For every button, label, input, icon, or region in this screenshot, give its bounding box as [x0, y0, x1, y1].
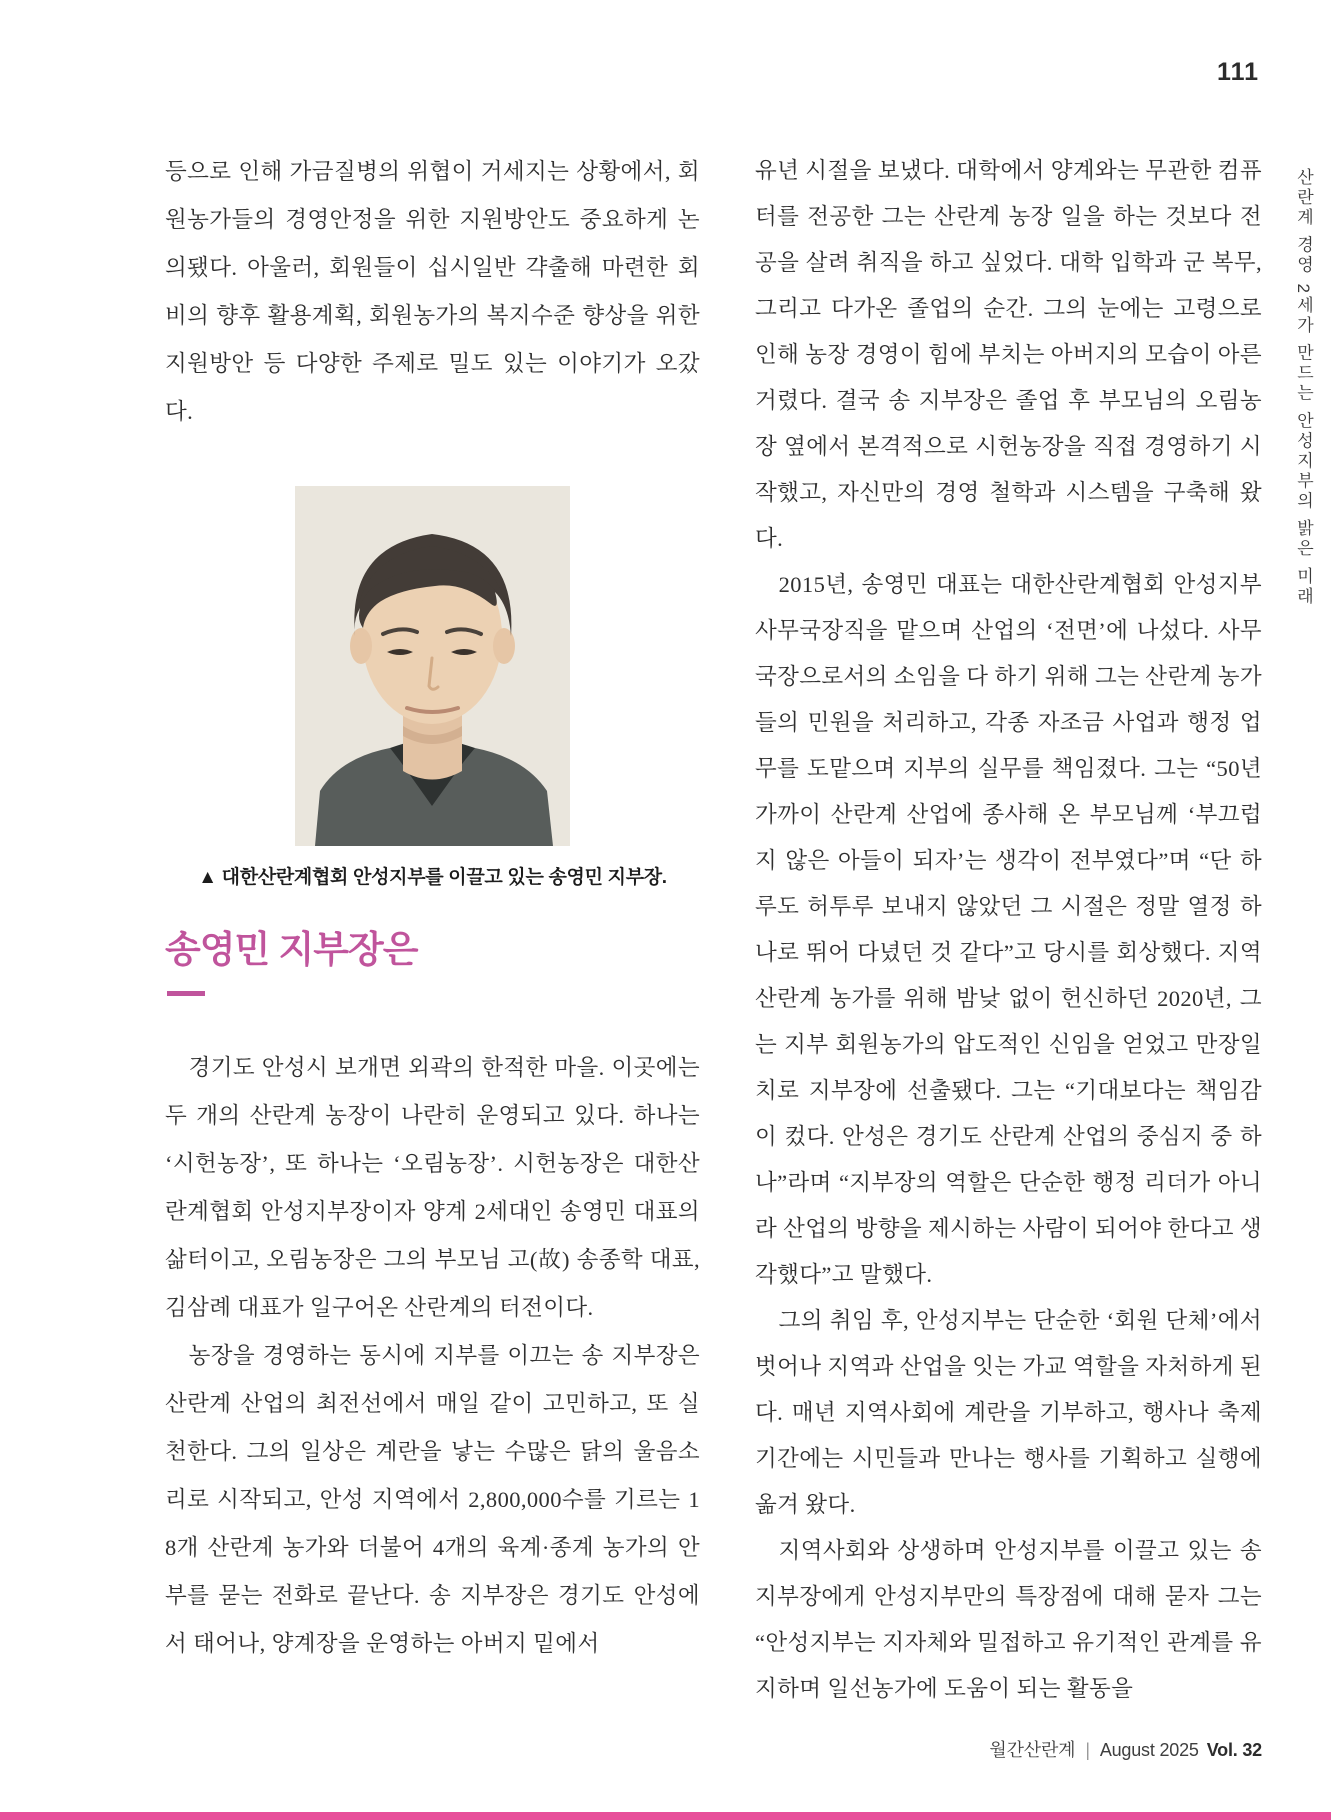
section-heading: 송영민 지부장은 [165, 929, 418, 970]
footer-issue: August 2025 [1099, 1740, 1199, 1760]
paragraph: 유년 시절을 보냈다. 대학에서 양계와는 무관한 컴퓨터를 전공한 그는 산란계 농장 일을 하는 것보다 전공을 살려 취직을 하고 싶었다. 대학 입학과 군 복무, 그리고 다가온 졸업의 순간. 그의 눈에는 고령으로 인해 농장 경영이 힘에 부치는 아버지의 모습이 아른거렸다. 결국 송 지부장은 졸업 후 부모님의 오림농장 옆에서 본격적으로 시헌농장을 직접 경영하기 시작했고, 자신만의 경영 철학과 시스템을 구축해 왔다. [755, 158, 1263, 551]
article-kicker-vertical: 산란계 경영 2세가 만드는 안성지부의 밝은 미래 [1294, 168, 1313, 607]
paragraph: 경기도 안성시 보개면 외곽의 한적한 마을. 이곳에는 두 개의 산란계 농장이 나란히 운영되고 있다. 하나는 ‘시헌농장’, 또 하나는 ‘오림농장’. 시헌농장은 대한산란계협회 안성지부장이자 양계 2세대인 송영민 대표의 삶터이고, 오림농장은 그의 부모님 고(故) 송종학 대표, 김삼례 대표가 일구어온 산란계의 터전이다. [165, 1055, 700, 1320]
right-column [755, 148, 1262, 1712]
footer-volume: Vol. 32 [1206, 1740, 1262, 1760]
page-number: 111 [1217, 58, 1259, 86]
portrait-photo-illustration [295, 486, 570, 846]
paragraph: 등으로 인해 가금질병의 위협이 거세지는 상황에서, 회원농가들의 경영안정을 위한 지원방안도 중요하게 논의됐다. 아울러, 회원들이 십시일반 갹출해 마련한 회비의 향후 활용계획, 회원농가의 복지수준 향상을 위한 지원방안 등 다양한 주제로 밀도 있는 이야기가 오갔다. [165, 159, 700, 424]
page-footer [989, 1736, 1262, 1762]
footer-magazine-name: 월간산란계 [989, 1740, 1076, 1760]
photo-caption: ▲ 대한산란계협회 안성지부를 이끌고 있는 송영민 지부장. [198, 867, 667, 888]
paragraph: 2015년, 송영민 대표는 대한산란계협회 안성지부 사무국장직을 맡으며 산업의 ‘전면’에 나섰다. 사무국장으로서의 소임을 다 하기 위해 그는 산란계 농가들의 민원을 처리하고, 각종 자조금 사업과 행정 업무를 도맡으며 지부의 실무를 책임졌다. 그는 “50년 가까이 산란계 산업에 종사해 온 부모님께 ‘부끄럽지 않은 아들이 되자’는 생각이 전부였다”며 “단 하루도 허투루 보내지 않았던 그 시절은 정말 열정 하나로 뛰어 다녔던 것 같다”고 당시를 회상했다. 지역 산란계 농가를 위해 밤낮 없이 헌신하던 2020년, 그는 지부 회원농가의 압도적인 신임을 얻었고 만장일치로 지부장에 선출됐다. 그는 “기대보다는 책임감이 컸다. 안성은 경기도 산란계 산업의 중심지 중 하나”라며 “지부장의 역할은 단순한 행정 리더가 아니라 산업의 방향을 제시하는 사람이 되어야 한다고 생각했다”고 말했다. [755, 572, 1263, 1287]
bottom-accent-bar [0, 1812, 1331, 1820]
portrait-photo [295, 486, 570, 846]
heading-underline [167, 991, 205, 996]
paragraph: 그의 취임 후, 안성지부는 단순한 ‘회원 단체’에서 벗어나 지역과 산업을 잇는 가교 역할을 자처하게 된다. 매년 지역사회에 계란을 기부하고, 행사나 축제 기간에는 시민들과 만나는 행사를 기획하고 실행에 옮겨 왔다. [755, 1308, 1263, 1517]
article-body [165, 148, 1262, 1712]
footer-divider: | [1085, 1740, 1090, 1760]
paragraph: 농장을 경영하는 동시에 지부를 이끄는 송 지부장은 산란계 산업의 최전선에서 매일 같이 고민하고, 또 실천한다. 그의 일상은 계란을 낳는 수많은 닭의 울음소리로 시작되고, 안성 지역에서 2,800,000수를 기르는 18개 산란계 농가와 더불어 4개의 육계·종계 농가의 안부를 묻는 전화로 끝난다. 송 지부장은 경기도 안성에서 태어나, 양계장을 운영하는 아버지 밑에서 [165, 1343, 700, 1656]
paragraph: 지역사회와 상생하며 안성지부를 이끌고 있는 송 지부장에게 안성지부만의 특장점에 대해 묻자 그는 “안성지부는 지자체와 밀접하고 유기적인 관계를 유지하며 일선농가에 도움이 되는 활동을 [755, 1538, 1262, 1701]
left-column [165, 148, 700, 1712]
